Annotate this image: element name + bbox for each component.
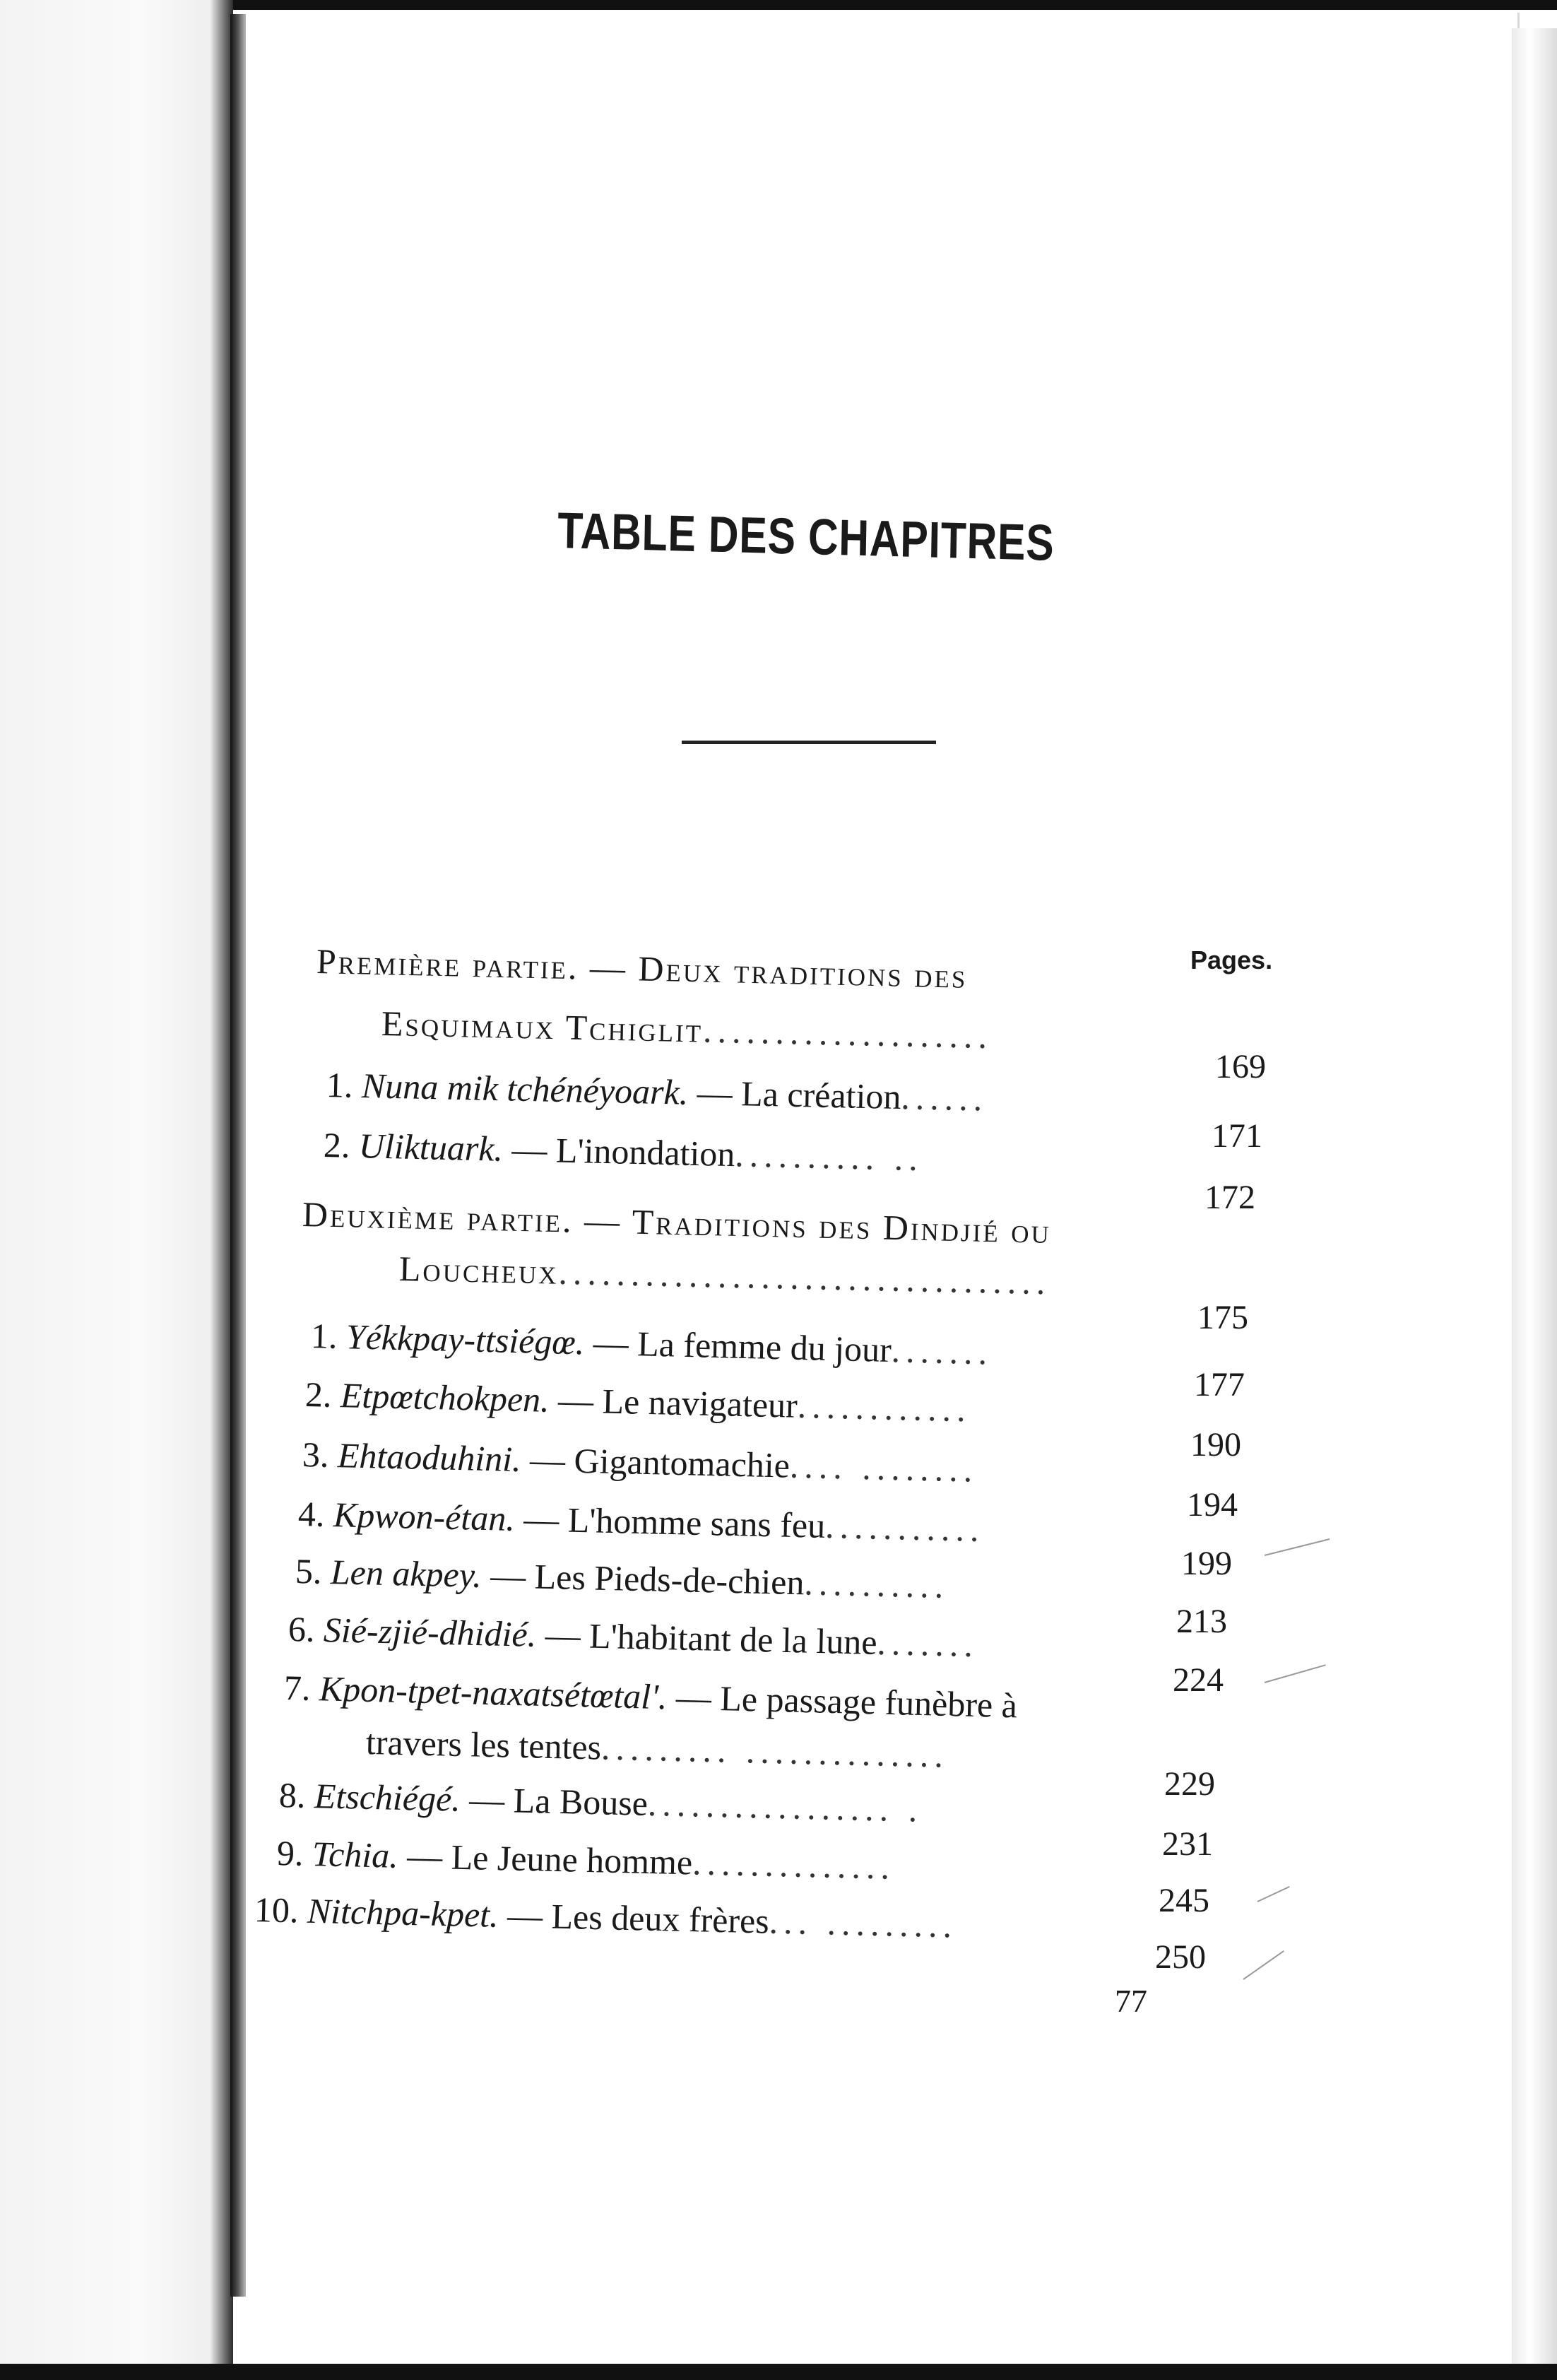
page-number: 199: [1181, 1545, 1232, 1582]
chapter-title: — Gigantomachie: [529, 1439, 791, 1485]
chapter-title: — Le Jeune homme: [406, 1836, 693, 1883]
chapter-entry: [323, 1124, 923, 1179]
chapter-number: 2.: [304, 1374, 333, 1415]
page-number: 231: [1162, 1825, 1213, 1863]
part-heading: [302, 1193, 1051, 1252]
chapter-entry: [276, 1832, 896, 1888]
chapter-name: Uliktuark.: [358, 1126, 504, 1169]
leader-dots: ......: [900, 1077, 988, 1119]
chapter-number: 4.: [297, 1494, 326, 1534]
page-number: 245: [1159, 1882, 1209, 1919]
page-number: 171: [1212, 1117, 1262, 1155]
chapter-number: 8.: [278, 1775, 307, 1815]
leader-dots: ......... ..............: [600, 1727, 949, 1775]
leader-dots: ....................: [702, 1010, 993, 1056]
chapter-entry: [304, 1373, 971, 1430]
chapter-title: — L'homme sans feu: [523, 1499, 826, 1545]
page-number: 250: [1155, 1938, 1206, 1976]
chapter-name: Kpon-tpet-naxatsétœtal'.: [319, 1668, 668, 1717]
chapter-title: — La création: [697, 1072, 902, 1117]
page-number: 175: [1197, 1299, 1248, 1336]
chapter-number: 9.: [276, 1833, 304, 1873]
chapter-title: — Les deux frères: [507, 1895, 770, 1941]
chapter-number: 1.: [326, 1065, 354, 1105]
chapter-name: Len akpey.: [330, 1552, 483, 1595]
chapter-name: Nuna mik tchénéyoark.: [361, 1066, 689, 1112]
chapter-entry: [302, 1433, 978, 1491]
leader-dots: .......... ..: [734, 1134, 924, 1179]
leader-dots: .... ........: [789, 1445, 979, 1490]
part-heading-continued: [381, 1002, 993, 1057]
chapter-number: 6.: [288, 1609, 316, 1649]
page-number: 172: [1204, 1179, 1255, 1216]
chapter-entry: [295, 1550, 949, 1607]
part-heading-line2: Loucheux: [398, 1249, 560, 1292]
chapter-name: Ehtaoduhini.: [337, 1435, 522, 1480]
page-number: 190: [1190, 1426, 1241, 1463]
chapter-entry-continued: [365, 1721, 949, 1777]
chapter-name: Nitchpa-kpet.: [307, 1890, 499, 1935]
chapter-entry: [283, 1666, 1017, 1726]
leader-dots: ............: [797, 1385, 972, 1430]
chapter-title: — Le navigateur: [557, 1380, 798, 1425]
chapter-title-continued: travers les tentes: [365, 1722, 602, 1767]
part-heading-continued: [398, 1247, 1051, 1303]
folio-number: 77: [1115, 1983, 1147, 2019]
page-number: 229: [1164, 1765, 1215, 1803]
page-number: 169: [1215, 1048, 1266, 1085]
page-number: 194: [1187, 1486, 1238, 1524]
chapter-title: — L'inondation: [511, 1129, 736, 1174]
leader-dots: .......: [876, 1622, 979, 1665]
chapter-entry: [288, 1608, 978, 1666]
part-heading: [316, 940, 968, 997]
page-number: 177: [1194, 1366, 1245, 1403]
part-heading-line2: Esquimaux Tchiglit: [381, 1003, 704, 1050]
chapter-title: — La femme du jour: [593, 1322, 892, 1370]
part-heading-line1: Deuxième partie. — Traditions des Dindjié ou: [302, 1194, 1052, 1251]
chapter-number: 7.: [283, 1668, 312, 1708]
chapter-number: 2.: [323, 1125, 351, 1165]
leader-dots: .......: [891, 1330, 993, 1372]
chapter-number: 1.: [310, 1316, 338, 1356]
chapter-name: Tchia.: [312, 1834, 399, 1875]
page-number: 224: [1173, 1661, 1224, 1699]
page-title: TABLE DES CHAPITRES: [557, 502, 1055, 572]
chapter-number: 5.: [295, 1551, 323, 1591]
chapter-title: — Les Pieds-de-chien: [490, 1555, 805, 1603]
chapter-entry: [278, 1774, 923, 1831]
chapter-number: 3.: [302, 1435, 330, 1475]
leader-dots: ..........: [803, 1562, 950, 1606]
chapter-title: — L'habitant de la lune: [545, 1615, 878, 1662]
chapter-name: Kpwon-étan.: [333, 1495, 516, 1538]
chapter-title: — La Bouse: [468, 1779, 649, 1823]
chapter-entry: [297, 1492, 985, 1550]
chapter-entry: [310, 1314, 993, 1374]
chapter-entry: [326, 1064, 988, 1120]
page-number: 213: [1176, 1603, 1227, 1640]
chapter-title: — Le passage funèbre à: [675, 1677, 1018, 1726]
chapter-name: Sié-zjié-dhidié.: [323, 1610, 537, 1654]
leader-dots: ..............: [692, 1842, 896, 1887]
chapter-name: Etschiégé.: [314, 1776, 461, 1819]
leader-dots: ...........: [824, 1505, 985, 1550]
chapter-name: Etpœtchokpen.: [340, 1375, 550, 1420]
leader-dots: ..................................: [558, 1251, 1052, 1302]
pages-column-label: Pages.: [1190, 945, 1273, 974]
part-heading-line1: Première partie. — Deux traditions des: [316, 941, 969, 996]
chapter-name: Yékkpay-ttsiégœ.: [345, 1316, 585, 1362]
leader-dots: ................. .: [647, 1783, 924, 1830]
chapter-entry: [254, 1888, 958, 1947]
leader-dots: ... .........: [769, 1901, 958, 1945]
chapter-number: 10.: [254, 1890, 300, 1931]
